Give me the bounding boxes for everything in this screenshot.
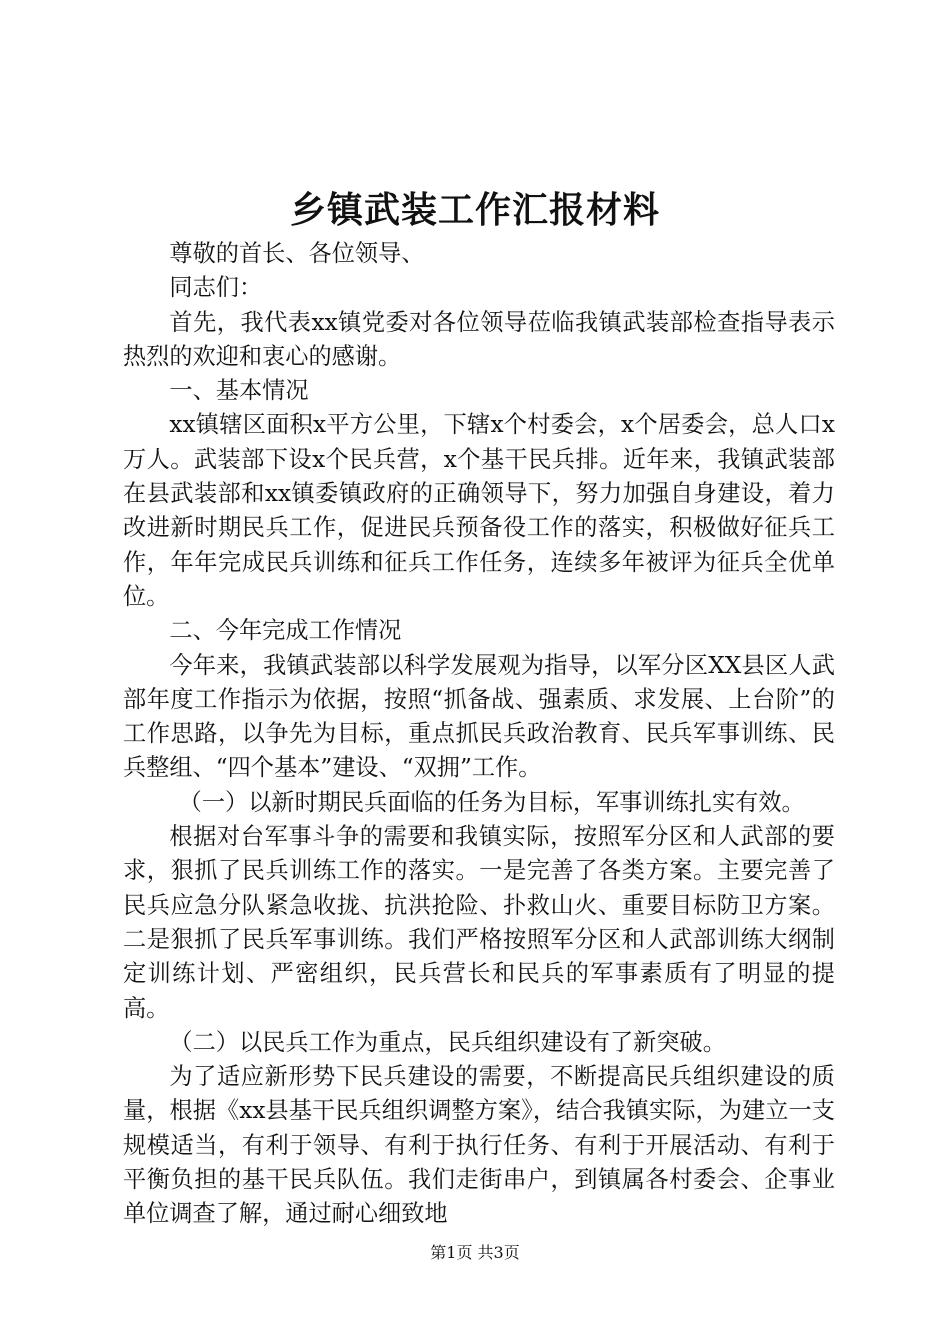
- training-paragraph: 根据对台军事斗争的需要和我镇实际，按照军分区和人武部的要求，狠抓了民兵训练工作的落实。一是完善了各类方案。主要完善了民兵应急分队紧急收拢、抗洪抢险、扑救山火、重要目标防卫方案。二是狠抓了民兵军事训练。我们严格按照军分区和人武部训练大纲制定训练计划、严密组织，民兵营长和民兵的军事素质有了明显的提高。: [123, 823, 835, 1022]
- section-heading-basic: 一、基本情况: [169, 377, 309, 405]
- page-footer: 第1页 共3页: [430, 1243, 520, 1262]
- salutation-line-2: 同志们：: [169, 274, 263, 302]
- document-title: 乡镇武装工作汇报材料: [289, 189, 660, 231]
- intro-paragraph: 首先，我代表xx镇党委对各位领导莅临我镇武装部检查指导表示热烈的欢迎和衷心的感谢。: [123, 308, 835, 370]
- subsection-heading-1: （一）以新时期民兵面临的任务为目标，军事训练扎实有效。: [178, 788, 805, 816]
- section-heading-work: 二、今年完成工作情况: [169, 617, 402, 645]
- basic-situation-paragraph: xx镇辖区面积x平方公里，下辖x个村委会，x个居委会，总人口x万人。武装部下设x个民兵营，x个基干民兵排。近年来，我镇武装部在县武装部和xx镇委镇政府的正确领导下，努力加强自身建设，着力改进新时期民兵工作，促进民兵预备役工作的落实，积极做好征兵工作，年年完成民兵训练和征兵工作任务，连续多年被评为征兵全优单位。: [123, 411, 835, 610]
- subsection-heading-2: （二）以民兵工作为重点，民兵组织建设有了新突破。: [169, 1028, 726, 1056]
- document-body: [123, 237, 835, 1232]
- organization-paragraph: 为了适应新形势下民兵建设的需要，不断提高民兵组织建设的质量，根据《xx县基干民兵组织调整方案》，结合我镇实际，为建立一支规模适当，有利于领导、有利于执行任务、有利于开展活动、有利于平衡负担的基干民兵队伍。我们走街串户，到镇属各村委会、企事业单位调查了解，通过耐心细致地: [123, 1063, 835, 1228]
- salutation-line-1: 尊敬的首长、各位领导、: [169, 240, 425, 267]
- work-overview-paragraph: 今年来，我镇武装部以科学发展观为指导，以军分区XX县区人武部年度工作指示为依据，按照“抓备战、强素质、求发展、上台阶”的工作思路，以争先为目标，重点抓民兵政治教育、民兵军事训练、民兵整组、“四个基本”建设、“双拥”工作。: [123, 651, 835, 782]
